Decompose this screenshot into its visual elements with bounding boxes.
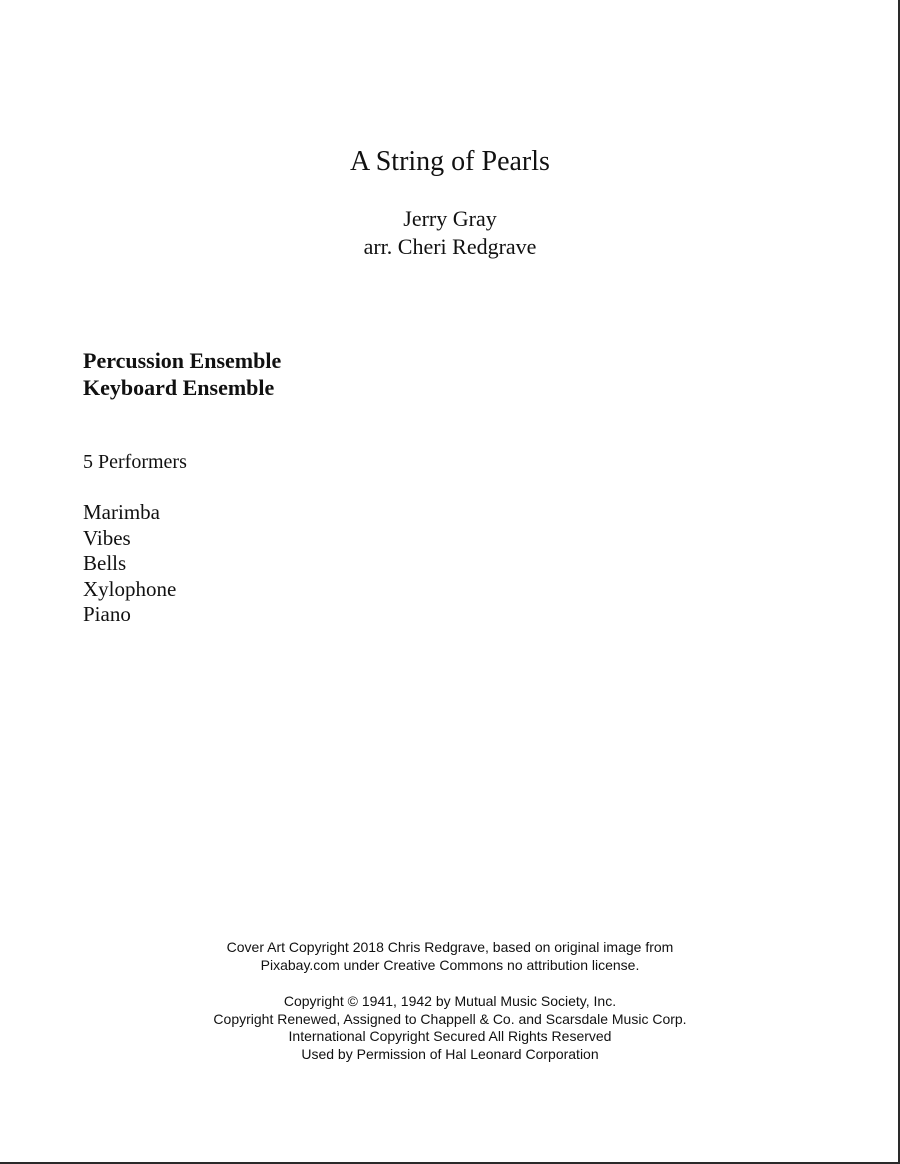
ensemble-types — [83, 347, 281, 401]
instrument-item: Bells — [83, 551, 127, 575]
instrument-item: Vibes — [83, 525, 131, 550]
ensemble-type: Keyboard Ensemble — [83, 375, 275, 400]
notice-line: Copyright © 1941, 1942 by Mutual Music Society, Inc. — [283, 993, 617, 1009]
arranger-name: arr. Cheri Redgrave — [363, 234, 537, 259]
cover-art-notice — [0, 939, 900, 974]
instrument-item: Marimba — [83, 500, 160, 524]
instrument-list — [83, 500, 176, 628]
credits-block — [0, 205, 900, 261]
ensemble-type: Percussion Ensemble — [83, 348, 282, 373]
notice-line: Copyright Renewed, Assigned to Chappell & Co. and Scarsdale Music Corp. — [213, 1010, 687, 1027]
piece-title: A String of Pearls — [350, 146, 550, 177]
notice-line: Cover Art Copyright 2018 Chris Redgrave, based on original image from — [226, 939, 674, 955]
performer-count: 5 Performers — [83, 451, 187, 473]
notice-line: Pixabay.com under Creative Commons no attribution license. — [260, 956, 640, 973]
notice-line: Used by Permission of Hal Leonard Corporation — [301, 1045, 599, 1062]
instrument-item: Piano — [83, 602, 131, 626]
notice-line: International Copyright Secured All Rights Reserved — [288, 1028, 612, 1044]
composer-name: Jerry Gray — [403, 206, 497, 231]
copyright-notice — [0, 993, 900, 1063]
instrument-item: Xylophone — [83, 576, 177, 601]
